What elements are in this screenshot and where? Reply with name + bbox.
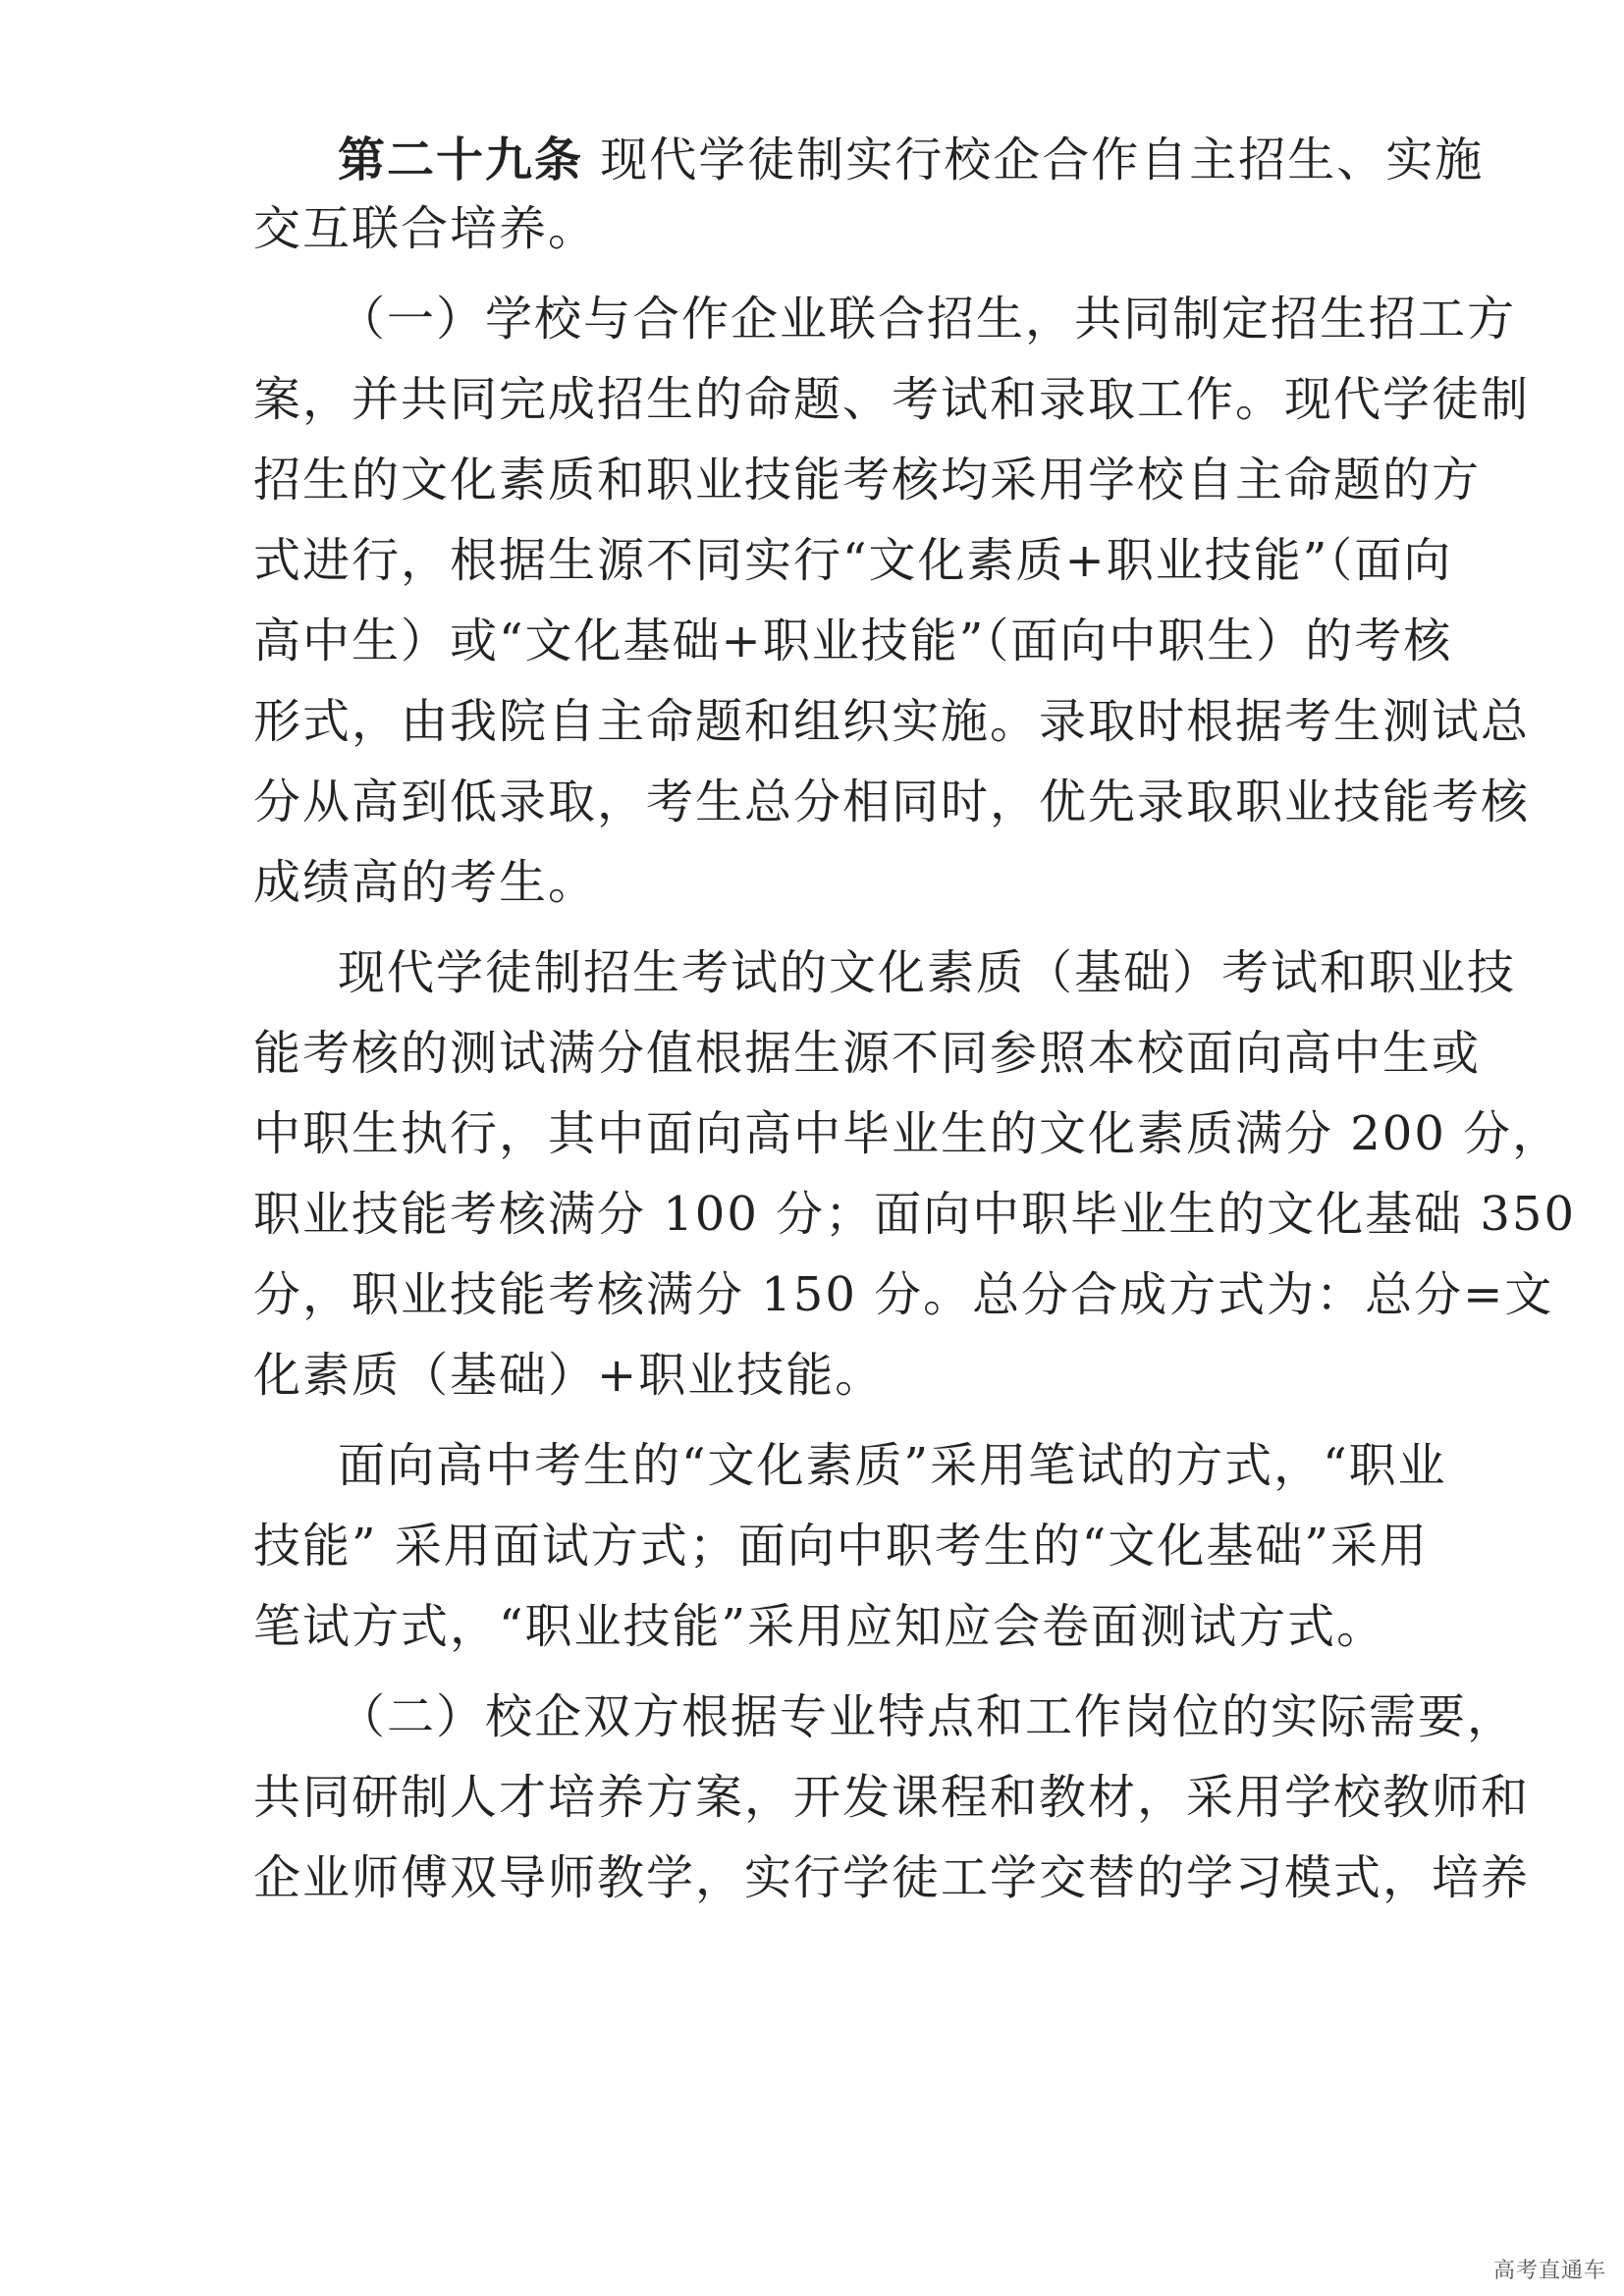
paragraph-line: 技能” 采用面试方式；面向中职考生的“文化基础”采用 xyxy=(253,1519,1429,1574)
paragraph-line: 高中生）或“文化基础+职业技能”（面向中职生）的考核 xyxy=(253,614,1453,668)
paragraph-line: 式进行，根据生源不同实行“文化素质+职业技能”（面向 xyxy=(253,533,1453,588)
watermark-text: 高考直通车 xyxy=(1492,2259,1606,2283)
paragraph-line: 共同研制人才培养方案，开发课程和教材，采用学校教师和 xyxy=(253,1770,1531,1825)
paragraph-line: （一）学校与合作企业联合招生，共同制定招生招工方 xyxy=(338,292,1517,347)
paragraph-line: 化素质（基础）+职业技能。 xyxy=(253,1348,885,1403)
article-heading: 第二十九条 xyxy=(338,133,584,187)
paragraph-line: 职业技能考核满分 100 分；面向中职毕业生的文化基础 350 xyxy=(253,1187,1577,1242)
paragraph-line: 案，并共同完成招生的命题、考试和录取工作。现代学徒制 xyxy=(253,372,1531,427)
paragraph-line: 能考核的测试满分值根据生源不同参照本校面向高中生或 xyxy=(253,1026,1482,1081)
paragraph-line xyxy=(338,126,1485,194)
paragraph-line: 面向高中考生的“文化素质”采用笔试的方式，“职业 xyxy=(338,1438,1447,1493)
paragraph-line: 笔试方式，“职业技能”采用应知应会卷面测试方式。 xyxy=(253,1599,1386,1654)
paragraph-line: （二）校企双方根据专业特点和工作岗位的实际需要， xyxy=(338,1689,1517,1744)
paragraph-line: 分，职业技能考核满分 150 分。总分合成方式为：总分=文 xyxy=(253,1267,1554,1322)
paragraph-line: 企业师傅双导师教学，实行学徒工学交替的学习模式，培养 xyxy=(253,1850,1531,1905)
paragraph-text: 现代学徒制实行校企合作自主招生、实施 xyxy=(600,133,1485,187)
paragraph-line: 形式，由我院自主命题和组织实施。录取时根据考生测试总 xyxy=(253,694,1531,749)
paragraph-line: 交互联合培养。 xyxy=(253,201,598,256)
paragraph-line: 中职生执行，其中面向高中毕业生的文化素质满分 200 分， xyxy=(253,1106,1562,1161)
paragraph-line: 现代学徒制招生考试的文化素质（基础）考试和职业技 xyxy=(338,945,1517,1000)
paragraph-line: 分从高到低录取，考生总分相同时，优先录取职业技能考核 xyxy=(253,774,1531,829)
paragraph-line: 招生的文化素质和职业技能考核均采用学校自主命题的方 xyxy=(253,453,1482,507)
paragraph-line: 成绩高的考生。 xyxy=(253,855,598,910)
